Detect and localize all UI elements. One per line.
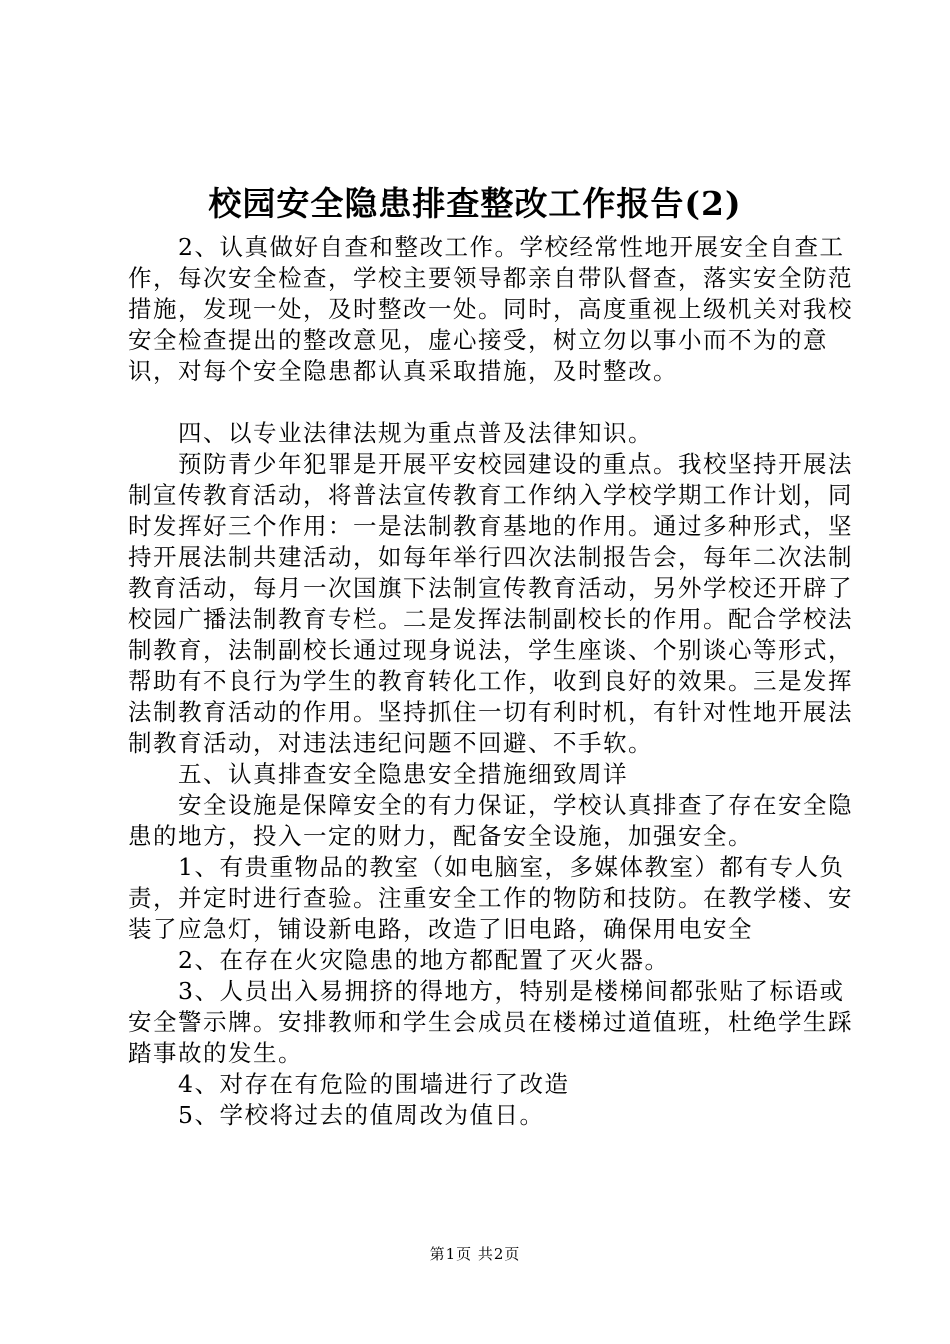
page-number: 第1页 共2页	[429, 1245, 521, 1263]
list-item-duty: 5、学校将过去的值周改为值日。	[178, 1101, 545, 1129]
paragraph-safety-facilities: 安全设施是保障安全的有力保证，学校认真排查了存在安全隐患的地方，投入一定的财力，配备安全设施，加强安全。	[128, 791, 853, 850]
list-item-extinguishers: 2、在存在火灾隐患的地方都配置了灭火器。	[178, 946, 670, 974]
document-title: 校园安全隐患排查整改工作报告(2)	[208, 184, 742, 223]
paragraph-law-education: 预防青少年犯罪是开展平安校园建设的重点。我校坚持开展法制宣传教育活动，将普法宣传教育工作纳入学校学期工作计划，同时发挥好三个作用：一是法制教育基地的作用。通过多种形式，坚持开展法制共建活动，如每年举行四次法制报告会，每年二次法制教育活动，每月一次国旗下法制宣传教育活动，另外学校还开辟了校园广播法制教育专栏。二是发挥法制副校长的作用。配合学校法制教育，法制副校长通过现身说法，学生座谈、个别谈心等形式，帮助有不良行为学生的教育转化工作，收到良好的效果。三是发挥法制教育活动的作用。坚持抓住一切有利时机，有针对性地开展法制教育活动，对违法违纪问题不回避、不手软。	[128, 450, 853, 757]
document-body	[128, 232, 856, 1131]
section-heading-safety: 五、认真排查安全隐患安全措施细致周详	[178, 760, 628, 788]
list-item-stairs: 3、人员出入易拥挤的得地方，特别是楼梯间都张贴了标语或安全警示牌。安排教师和学生会成员在楼梯过道值班，杜绝学生踩踏事故的发生。	[128, 977, 853, 1067]
list-item-walls: 4、对存在有危险的围墙进行了改造	[178, 1070, 570, 1098]
list-item-classrooms: 1、有贵重物品的教室（如电脑室，多媒体教室）都有专人负责，并定时进行查验。注重安全工作的物防和技防。在教学楼、安装了应急灯，铺设新电路，改造了旧电路，确保用电安全	[128, 853, 853, 943]
paragraph-self-check: 2、认真做好自查和整改工作。学校经常性地开展安全自查工作，每次安全检查，学校主要领导都亲自带队督查，落实安全防范措施，发现一处，及时整改一处。同时，高度重视上级机关对我校安全检查提出的整改意见，虚心接受，树立勿以事小而不为的意识，对每个安全隐患都认真采取措施，及时整改。	[128, 233, 853, 385]
section-heading-law: 四、以专业法律法规为重点普及法律知识。	[178, 419, 653, 447]
